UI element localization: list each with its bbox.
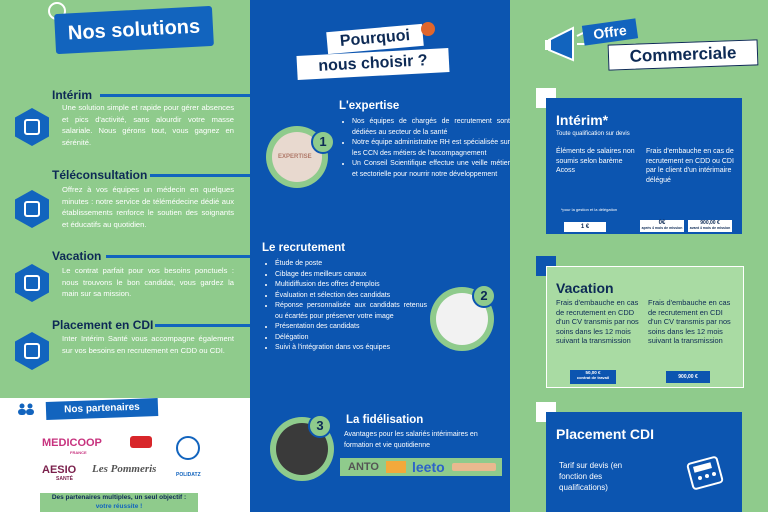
expertise-list: • Nos équipes de chargés de recrutement sont dédiées au secteur de la santé • Notre équipe administrative RH est spécialisée sur les CCN des métiers de l'accompagnement • Un Conseil Scientifique effectue une veille métier et sectorielle pour nourrir notre développement [340,117,510,180]
logo-anto: ANTO [348,461,379,473]
vacation-col2: Frais d'embauche en cas de recrutement en CDI d'un CV transmis par nos soins dans les 12 mois suivant la transmission [648,298,731,345]
partners-slogan: Des partenaires multiples, un seul objectif : votre réussite ! [40,493,198,512]
logo-medicoop: MEDICOOP [42,437,102,449]
number-3: 3 [308,414,332,438]
fidelisation-text: Avantages pour les salariés intérimaires en formation et vie quotidienne [344,431,478,449]
section-text-interim: Une solution simple et rapide pour gérer absences et pics d'activité, sans alourdir votre masse salariale. Nous gérons tout, vous gagnez en sérénité. [62,103,234,147]
offer-title-line1: Offre [582,18,638,45]
fidelisation-title: La fidélisation [346,414,424,426]
logo-medicoop-sub: FRANCE [70,450,87,455]
section-text-teleconsultation: Offrez à vos équipes un médecin en quelques minutes : notre service de télémédecine dédié aux établissements renforce le soutien des soignants et éducatifs au quotidien. [62,185,234,229]
recrutement-title: Le recrutement [262,242,346,254]
why-title-line1: Pourquoi [326,24,424,54]
section-text-vacation: Le contrat parfait pour vos besoins ponctuels : nous trouvons le bon candidat, vous gardez la main sur sa mission. [62,266,234,299]
vacation-price-2: 900,00 € [666,371,710,383]
logo-leeto: leeto [412,459,445,475]
divider [106,255,250,258]
logo-aesio-sub: SANTÉ [56,476,73,482]
section-title-interim: Intérim [52,88,93,102]
vacation-title: Vacation [556,280,614,296]
partner-logo-red [130,436,152,448]
why-title-line2: nous choisir ? [296,48,449,80]
section-title-vacation: Vacation [52,249,102,263]
section-title-cdi: Placement en CDI [52,318,154,332]
number-1: 1 [311,130,335,154]
calculator-icon [684,452,728,492]
partner-logo-orange [386,461,406,473]
number-2: 2 [472,284,496,308]
interim-price-3: 900,00 € avant 4 mois de mission [689,220,731,230]
partner-logo-circle [176,436,200,460]
interim-title: Intérim* [556,112,609,128]
vacation-price-1: 50,00 € contrat de travail [570,370,616,384]
divider [100,94,250,97]
partners-title: Nos partenaires [46,398,159,420]
logo-pommeris: Les Pommeris [92,463,157,475]
cdi-title: Placement CDI [556,426,655,442]
divider [150,174,250,177]
logo-polidatz: POLIDATZ [176,472,201,478]
interim-col1: Éléments de salaires non soumis selon barème Acoss [556,148,635,174]
people-icon [17,403,37,415]
recrutement-list: • Étude de poste • Ciblage des meilleurs canaux • Multidiffusion des offres d'emplois • Évaluation et sélection des candidats • Réponse personnalisée aux candidats retenus ou écartés pour préserver votre image • Présentation des candidats • Délégation • Suivi à l'intégration dans vos équipes [263,259,427,354]
expertise-image: EXPERTISE [266,126,328,188]
cdi-text: Tarif sur devis (en fonction des qualifications) [559,461,623,492]
section-title-teleconsultation: Téléconsultation [52,168,148,182]
vacation-col1: Frais d'embauche en cas de recrutement en CDD d'un CV transmis par nos soins dans les 12 mois suivant la transmission [556,298,639,345]
section-text-cdi: Inter Intérim Santé vous accompagne également sur vos besoins en recrutement en CDD ou CDI. [62,334,234,355]
divider [155,324,250,327]
interim-footnote: *pour la gestion et la délégation [561,207,618,212]
interim-col2: Frais d'embauche en cas de recrutement en CDD ou CDI par le client d'un intérimaire délégué [646,148,734,184]
sparkle-icon [421,22,435,36]
interim-price-1: 1 € [564,222,606,232]
expertise-title: L'expertise [339,100,400,112]
interim-subtitle: Toute qualification sur devis [556,131,630,137]
solutions-title: Nos solutions [54,6,214,54]
logo-aesio: AESIO [42,464,77,476]
partner-logo-bar [452,463,496,471]
interim-price-2: 0€ après 4 mois de mission [641,220,683,230]
offer-title-line2: Commerciale [608,39,759,70]
